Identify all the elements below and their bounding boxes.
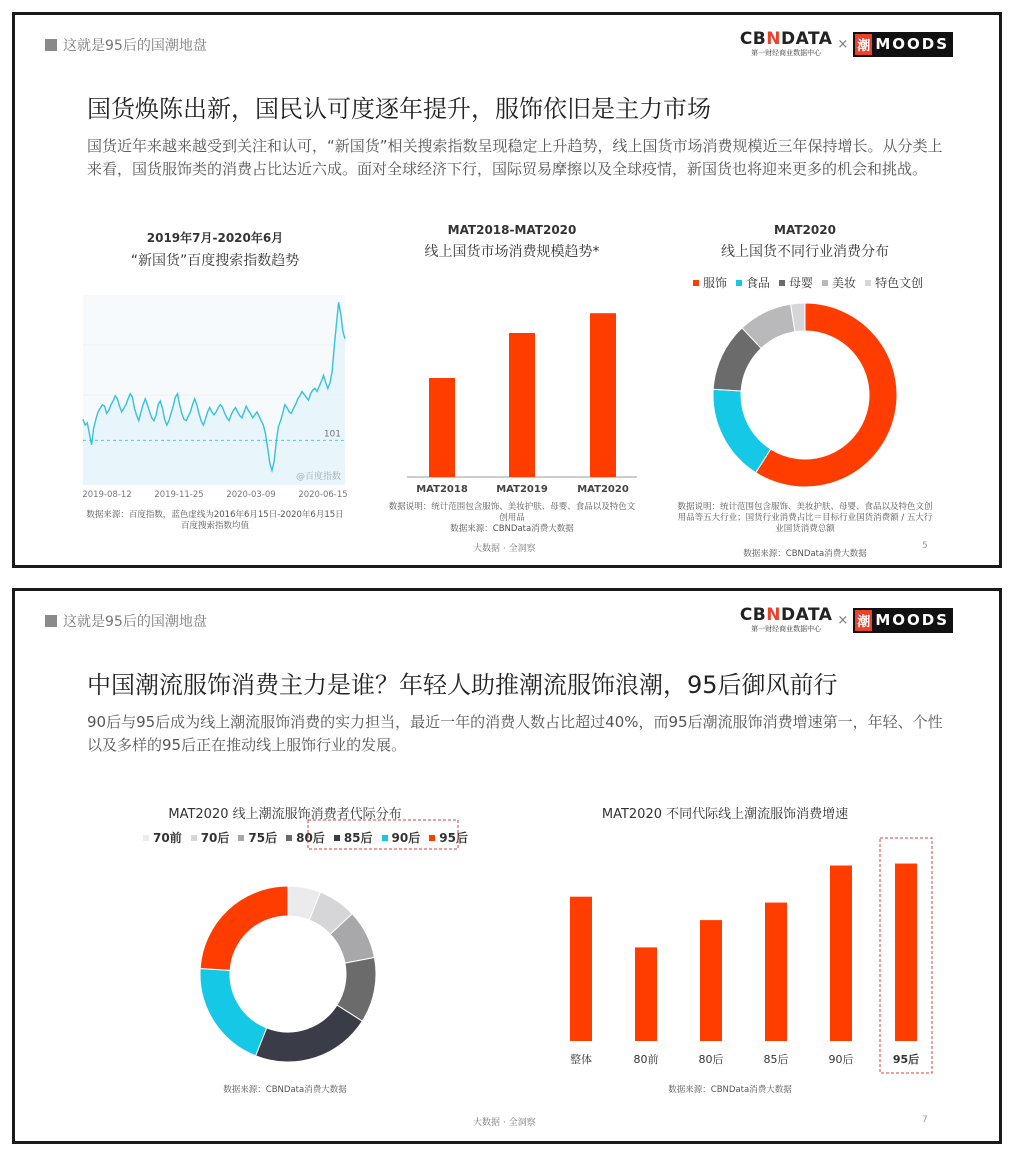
legend-label: 食品 [746,276,771,290]
market-scale-bar-chart [387,287,637,499]
legend-swatch [693,280,699,286]
chart2-note: 数据说明：统计范围包含服饰、美妆护肤、母婴、食品以及特色文创用品 [388,502,636,523]
section-label: 这就是95后的国潮地盘 [63,38,207,54]
slide-description: 国货近年来越来越受到关注和认可，“新国货”相关搜索指数呈现稳定上升趋势，线上国货市场消费规模近三年保持增长。从分类上来看，国货服饰类的消费占比达近六成。面对全球经济下行，国际贸易摩擦以及全球疫情，新国货也将迎来更多的机会和挑战。 [87,137,943,178]
legend-swatch [822,280,828,286]
bar-category-label: 整体 [570,1053,592,1066]
legend-item [238,829,277,846]
line-x-tick-label: 2019-08-12 [82,490,132,500]
logo-times: × [837,612,849,628]
legend-label: 70后 [200,831,230,845]
cbndata-logo [740,31,833,57]
legend-item [822,274,856,291]
legend-item [143,829,182,846]
moods-logo [853,608,953,633]
chart4-title-text: MAT2020 线上潮流服饰消费者代际分布 [168,807,402,822]
bar-95后 [895,864,917,1041]
chart2-source: 数据来源：CBNData消费大数据 [450,524,574,534]
bar-category-label: 85后 [763,1053,789,1066]
bar-category-label: MAT2019 [496,484,548,495]
bar-90后 [830,866,852,1042]
chart3-note: 数据说明：统计范围包含服饰、美妆护肤、母婴、食品以及特色文创用品等五大行业；国货行业消费占比＝目标行业国货消费额 / 五大行业国货消费总额 [677,502,933,534]
logo-n: N [766,29,781,49]
bar-MAT2020 [590,313,616,477]
chart3-title-line1: MAT2020 [774,223,836,237]
legend-label: 85后 [343,831,373,845]
section-label: 这就是95后的国潮地盘 [63,614,207,630]
bar-85后 [765,903,787,1041]
generation-slice-90后 [200,968,267,1055]
generation-growth-bar-chart [535,836,935,1076]
logo-data: DATA [781,29,833,49]
legend-label: 70前 [153,831,182,845]
legend-label: 90后 [391,831,421,845]
legend-label: 95后 [439,831,468,845]
moods-logo [853,32,953,57]
chart2-title [387,223,637,261]
chart5-title [565,799,885,822]
legend-item [736,274,770,291]
chart5-title-text: MAT2020 不同代际线上潮流服饰消费增速 [601,807,849,822]
page-number: 5 [922,541,928,551]
line-x-tick-label: 2019-11-25 [154,490,204,500]
logo-subtitle: 第一财经商业数据中心 [751,625,822,633]
generation-slice-95后 [200,886,288,970]
section-square-icon [45,615,57,627]
legend-item [779,274,813,291]
brand-logo [740,607,953,633]
logo-n: N [766,605,781,625]
baidu-index-line-chart [79,285,349,500]
chart5-source: 数据来源：CBNData消费大数据 [668,1085,792,1095]
slide-description: 90后与95后成为线上潮流服饰消费的实力担当，最近一年的消费人数占比超过40%，而95后潮流服饰消费增速第一，年轻、个性以及多样的95后正在推动线上服饰行业的发展。 [87,713,943,754]
legend-swatch [143,835,149,841]
legend-label: 美妆 [832,276,857,290]
chart2-title-line2: 线上国货市场消费规模趋势* [424,244,600,260]
logo-cb: CB [739,29,767,49]
cbndata-logo [740,607,833,633]
section-tag [45,611,207,631]
bar-category-label: MAT2020 [577,484,629,495]
chart1-title-line1: 2019年7月-2020年6月 [146,231,284,245]
legend-label: 80后 [296,831,325,845]
bar-category-label: 80前 [633,1053,659,1066]
bar-80前 [635,947,657,1041]
logo-moods: MOODS [875,611,949,629]
slide-title: 中国潮流服饰消费主力是谁？年轻人助推潮流服饰浪潮，95后御风前行 [87,671,838,699]
logo-subtitle: 第一财经商业数据中心 [751,49,822,57]
slide-footer: 大数据 · 全洞察 [473,1118,536,1128]
logo-moods: MOODS [875,35,949,53]
legend-swatch [779,280,785,286]
bar-category-label: 95后 [892,1053,920,1066]
baidu-watermark: @百度指数 [295,472,341,482]
chart1-title [85,229,345,270]
bar-category-label: 90后 [828,1053,854,1066]
chart2-title-line1: MAT2018-MAT2020 [447,223,577,237]
reference-line-label: 101 [323,429,341,440]
slide-7 [12,588,1002,1144]
industry-slice-食品 [713,389,771,472]
legend-item [865,274,923,291]
section-tag [45,35,207,55]
page-number: 7 [922,1115,928,1125]
bar-MAT2018 [429,378,455,477]
legend-item [191,829,230,846]
bar-category-label: 80后 [698,1053,724,1066]
brand-logo [740,31,953,57]
legend-swatch [865,280,871,286]
bar-MAT2019 [509,333,535,477]
bar-整体 [570,897,592,1041]
generation-slice-85后 [256,1005,363,1062]
legend-label: 特色文创 [875,276,924,290]
industry-legend [693,274,932,291]
line-x-tick-label: 2020-06-15 [298,490,348,500]
legend-highlight-box [307,819,459,851]
chart1-title-line2: “新国货”百度搜索指数趋势 [130,253,300,269]
industry-donut-chart [705,295,905,495]
chart4-source: 数据来源：CBNData消费大数据 [223,1085,347,1095]
chart3-title [675,223,935,261]
legend-swatch [286,835,292,841]
legend-label: 75后 [248,831,278,845]
logo-times: × [837,36,849,52]
section-square-icon [45,39,57,51]
legend-label: 母婴 [789,276,814,290]
slide-title: 国货焕陈出新，国民认可度逐年提升，服饰依旧是主力市场 [87,95,711,123]
generation-donut-chart [195,881,381,1067]
logo-data: DATA [781,605,833,625]
logo-chao: 潮 [855,610,872,631]
chart3-source: 数据来源：CBNData消费大数据 [743,549,867,559]
legend-swatch [238,835,244,841]
legend-item [693,274,727,291]
legend-swatch [736,280,742,286]
line-x-tick-label: 2020-03-09 [226,490,276,500]
chart3-title-line2: 线上国货不同行业消费分布 [721,244,889,260]
legend-swatch [191,835,197,841]
legend-label: 服饰 [703,276,728,290]
chart1-note: 数据来源：百度指数，蓝色虚线为2016年6月15日-2020年6月15日百度搜索指数均值 [86,510,344,531]
logo-chao: 潮 [855,34,872,55]
bar-80后 [700,920,722,1041]
logo-cb: CB [739,605,767,625]
slide-5 [12,12,1002,568]
bar-category-label: MAT2018 [416,484,468,495]
slide-footer: 大数据 · 全洞察 [473,544,536,554]
